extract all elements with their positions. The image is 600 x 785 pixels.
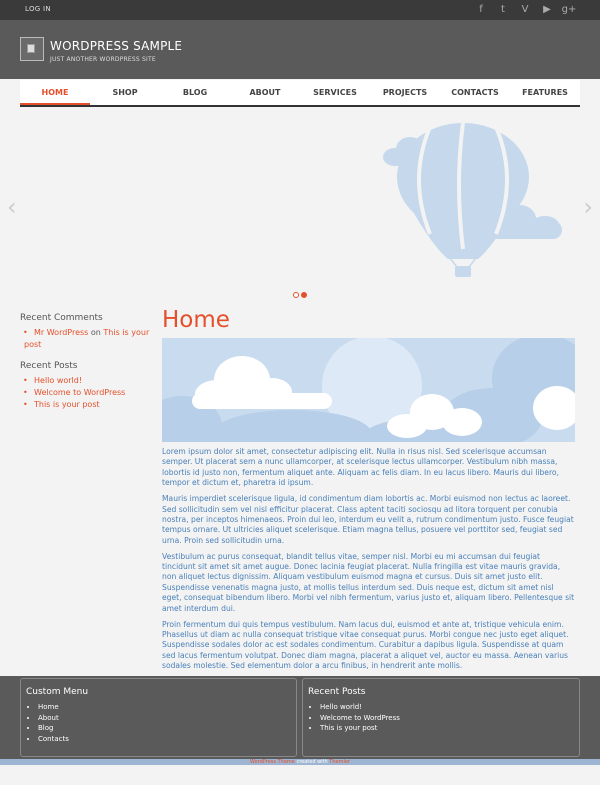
nav-item-blog[interactable]: BLOG	[182, 88, 208, 97]
list-item	[20, 399, 150, 411]
nav-item-projects[interactable]: PROJECTS	[382, 88, 428, 97]
themler-link[interactable]: Themler	[329, 759, 350, 765]
comment-on-label: on	[90, 328, 101, 337]
main-nav	[20, 80, 580, 107]
top-bar	[0, 0, 600, 20]
widget-title: Recent Posts	[20, 361, 78, 371]
nav-item-shop[interactable]: SHOP	[112, 88, 138, 97]
recent-post-link[interactable]: Welcome to WordPress	[34, 388, 126, 397]
social-links	[470, 3, 580, 17]
cloud-banner-illustration	[162, 338, 575, 442]
youtube-icon[interactable]: ▶	[543, 4, 551, 15]
site-title[interactable]: WORDPRESS SAMPLE	[50, 39, 183, 53]
footer-post-link[interactable]: • Welcome to WordPress	[320, 713, 574, 724]
paragraph: Lorem ipsum dolor sit amet, consectetur adipiscing elit. Nulla in risus nisl. Sed scelerisque accumsan semper. Ut placerat sem a nunc ullamcorper, at scelerisque lectus ullamcorper. Vestibulum nibh massa, lobortis id justo non, fermentum aliquet ante. Aliquam ac felis diam. In eu lacus libero. Mauris dui libero, tempor et dictum et, pharetra id ipsum.	[162, 447, 559, 488]
main-content	[162, 307, 575, 677]
footer-menu-item-about[interactable]: • About	[38, 713, 291, 724]
paragraph: Proin fermentum dui quis tempus vestibulum. Nam lacus dui, euismod et ante at, tristique vehicula enim. Phasellus ut diam ac nulla consequat tristique vitae consequat purus. Morbi congue nec justo eget aliquet. Suspendisse sodales dolor ac est sodales condimentum. Curabitur a dapibus ligula. Suspendisse at quam sed lacus fermentum volutpat. Donec diam magna, placerat a aliquet vel, auctor eu massa. Aenean varius sodales molestie. Sed elementum dolor a arcu finibus, in hendrerit ante mollis.	[162, 619, 569, 671]
cloud-banner-image	[162, 338, 575, 442]
recent-post-link[interactable]: This is your post	[34, 400, 100, 409]
twitter-icon[interactable]: t	[501, 4, 505, 15]
site-logo[interactable]	[20, 37, 44, 61]
slider-pagination	[293, 292, 307, 298]
recent-comments-widget	[20, 313, 150, 351]
footer-recent-posts-widget	[302, 678, 580, 757]
widget-title: Recent Posts	[308, 687, 366, 697]
nav-item-services[interactable]: SERVICES	[313, 88, 357, 97]
slider-prev-arrow-icon[interactable]: ‹	[7, 193, 17, 221]
login-link[interactable]: LOG IN	[25, 5, 51, 13]
footer-post-link[interactable]: • Hello world!	[320, 702, 574, 713]
widget-title: Recent Comments	[20, 313, 103, 323]
page-title: Home	[162, 307, 230, 333]
hot-air-balloon-illustration	[0, 109, 600, 305]
custom-menu-widget	[20, 678, 297, 757]
list-item	[20, 387, 150, 399]
list-item	[20, 375, 150, 387]
nav-item-features[interactable]: FEATURES	[522, 88, 568, 97]
comment-post-link[interactable]: This is your post	[24, 328, 150, 349]
paragraph: Vestibulum ac purus consequat, blandit tellus vitae, semper nisl. Morbi eu mi accumsan dui feugiat tincidunt sit amet sit amet augue. Donec lacinia feugiat placerat. Nulla fringilla est vitae mauris gravida, non aliquet lectus dignissim. Aliquam vestibulum euismod magna et cursus. Duis sit amet justo elit. Suspendisse venenatis magna justo, at mollis tellus interdum sed. Duis neque est, dictum sit amet nisl eget, consequat bibendum libero. Morbi vel nibh fermentum, varius justo et, aliquam libero. Pellentesque sit amet interdum dui.	[162, 551, 575, 613]
slider-dot[interactable]	[293, 292, 299, 298]
paragraph: Mauris imperdiet scelerisque ligula, id condimentum diam lobortis ac. Morbi euismod non lectus ac laoreet. Sed sollicitudin sem vel nisl efficitur placerat. Class aptent taciti sociosqu ad litora torquent per conubia nostra, per inceptos himenaeos. Proin dui leo, interdum eu velit a, rutrum condimentum justo. Fusce feugiat tempus ornare. Ut ultricies aliquet scelerisque. Etiam magna tellus, posuere vel porttitor sed, feugiat sed urna. Proin sed sollicitudin urna.	[162, 494, 574, 545]
comment-author-link[interactable]: Mr WordPress	[34, 328, 89, 337]
sidebar	[20, 313, 150, 411]
site-header	[0, 20, 600, 79]
slider-dot-active[interactable]	[301, 292, 307, 298]
recent-post-link[interactable]: Hello world!	[34, 376, 83, 385]
slider-next-arrow-icon[interactable]: ›	[583, 193, 593, 221]
nav-item-about[interactable]: ABOUT	[249, 88, 281, 97]
vimeo-icon[interactable]: V	[521, 4, 529, 15]
credit-text: created with	[294, 759, 330, 765]
footer-menu-item-blog[interactable]: • Blog	[38, 723, 291, 734]
page-body	[162, 447, 575, 672]
comment-item	[20, 327, 150, 351]
widget-title: Custom Menu	[26, 687, 89, 697]
credit-bar	[0, 759, 600, 765]
theme-credit-link[interactable]: WordPress Theme	[250, 759, 295, 765]
footer-post-link[interactable]: • This is your post	[320, 723, 574, 734]
recent-posts-widget	[20, 361, 150, 411]
nav-item-contacts[interactable]: CONTACTS	[451, 88, 499, 97]
broken-image-icon	[27, 44, 35, 53]
facebook-icon[interactable]: f	[479, 4, 483, 15]
footer-menu-item-home[interactable]: • Home	[38, 702, 291, 713]
footer-menu-item-contacts[interactable]: • Contacts	[38, 734, 291, 745]
site-footer	[0, 676, 600, 759]
hero-slider	[0, 109, 600, 305]
google-plus-icon[interactable]: g+	[561, 4, 577, 15]
nav-item-home[interactable]: HOME	[20, 80, 90, 105]
site-tagline: JUST ANOTHER WORDPRESS SITE	[50, 56, 156, 63]
